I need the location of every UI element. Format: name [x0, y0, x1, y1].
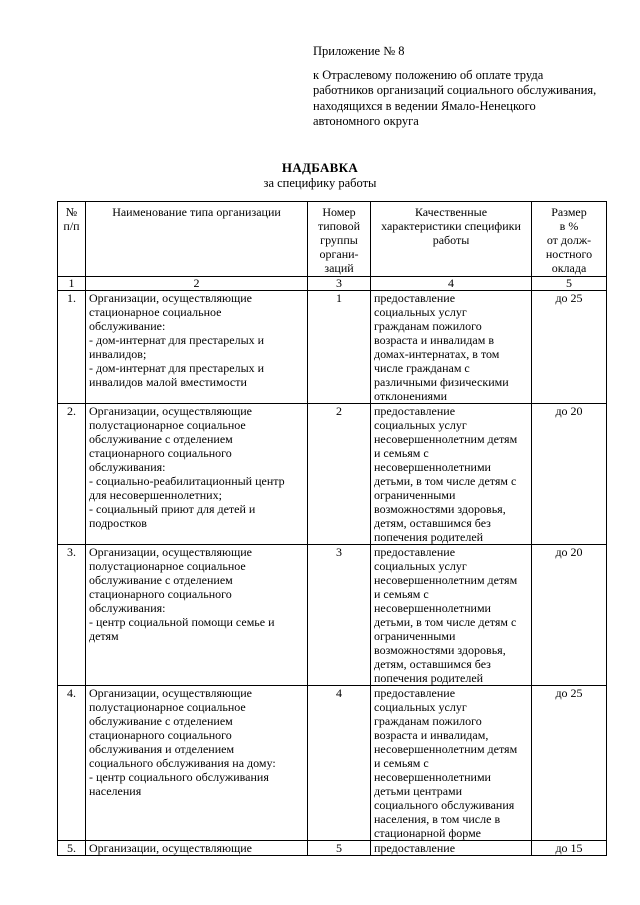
header-line: типовой [317, 219, 361, 233]
table-row [58, 404, 607, 545]
text-line: детям, оставшимся без [374, 657, 491, 671]
text-line: - дом-интернат для престарелых и [89, 333, 265, 347]
column-number: 3 [308, 277, 371, 291]
header-line: ностного [545, 247, 593, 261]
text-line: возможностями здоровья, [374, 502, 506, 516]
text-line: различными физическими [374, 375, 509, 389]
text-line: социальных услуг [374, 418, 467, 432]
text-line: гражданам пожилого [374, 714, 482, 728]
text-line: домах-интернатах, в том [374, 347, 500, 361]
table-row [58, 686, 607, 841]
header-line: в % [559, 219, 579, 233]
header-line: оклада [551, 261, 587, 275]
heading-subtitle: за специфику работы [263, 176, 377, 190]
text-line: обслуживания и отделением [89, 742, 235, 756]
row-number: 2. [58, 404, 86, 545]
row-number: 5. [58, 841, 86, 856]
column-number: 1 [58, 277, 86, 291]
allowance-size: до 20 [532, 404, 607, 545]
text-line: Организации, осуществляющие [89, 404, 252, 418]
text-line: социальных услуг [374, 305, 467, 319]
text-line: предоставление [374, 545, 456, 559]
organization-type [86, 404, 308, 545]
header-line: группы [320, 233, 358, 247]
text-line: несовершеннолетними [374, 601, 491, 615]
text-line: обслуживание: [89, 319, 166, 333]
organization-type [86, 291, 308, 404]
text-line: детям [89, 629, 119, 643]
header-name [86, 202, 308, 277]
text-line: гражданам пожилого [374, 319, 482, 333]
text-line: стационарного социального [89, 728, 232, 742]
appendix-line: автономного округа [313, 114, 419, 128]
appendix-line: к Отраслевому положению об оплате труда [313, 67, 544, 82]
text-line: несовершеннолетним детям [374, 432, 518, 446]
text-line: Организации, осуществляющие [89, 545, 252, 559]
row-number: 1. [58, 291, 86, 404]
document-heading [0, 160, 640, 191]
allowance-table [57, 201, 607, 856]
appendix-line: находящихся в ведении Ямало-Ненецкого [313, 98, 536, 113]
column-number-row [58, 277, 607, 291]
header-line: п/п [63, 219, 80, 233]
text-line: для несовершеннолетних; [89, 488, 222, 502]
header-line: работы [432, 233, 470, 247]
row-number: 4. [58, 686, 86, 841]
text-line: предоставление [374, 686, 456, 700]
table-header-row [58, 202, 607, 277]
header-line: Номер [322, 205, 356, 219]
text-line: детьми центрами [374, 784, 463, 798]
work-characteristics [371, 841, 532, 856]
text-line: - социально-реабилитационный центр [89, 474, 285, 488]
text-line: Организации, осуществляющие [89, 841, 252, 855]
allowance-size: до 20 [532, 545, 607, 686]
header-line: органи- [319, 247, 359, 261]
organization-type [86, 545, 308, 686]
text-line: социального обслуживания [374, 798, 515, 812]
table-row [58, 291, 607, 404]
text-line: полустационарное социальное [89, 559, 246, 573]
row-number: 3. [58, 545, 86, 686]
text-line: населения [89, 784, 142, 798]
text-line: инвалидов; [89, 347, 147, 361]
text-line: подростков [89, 516, 147, 530]
appendix-number: Приложение № 8 [313, 44, 405, 58]
appendix-line: работников организаций социального обслуживания, [313, 83, 597, 97]
text-line: - центр социального обслуживания [89, 770, 269, 784]
allowance-size: до 25 [532, 291, 607, 404]
text-line: попечения родителей [374, 671, 484, 685]
text-line: и семьям с [374, 587, 429, 601]
appendix-reference [313, 68, 613, 130]
text-line: стационарного социального [89, 587, 232, 601]
header-line: характеристики специфики [381, 219, 521, 233]
appendix-block [313, 44, 613, 130]
header-line: заций [324, 261, 354, 275]
text-line: ограниченными [374, 629, 456, 643]
text-line: обслуживание с отделением [89, 573, 233, 587]
text-line: стационарное социальное [89, 305, 222, 319]
text-line: социальных услуг [374, 559, 467, 573]
allowance-size: до 25 [532, 686, 607, 841]
text-line: попечения родителей [374, 530, 484, 544]
text-line: несовершеннолетним детям [374, 742, 518, 756]
text-line: детям, оставшимся без [374, 516, 491, 530]
text-line: детьми, в том числе детям с [374, 474, 517, 488]
text-line: обслуживания: [89, 460, 166, 474]
text-line: населения, в том числе в [374, 812, 501, 826]
text-line: Организации, осуществляющие [89, 291, 252, 305]
header-line: Наименование типа организации [112, 205, 281, 219]
text-line: обслуживание с отделением [89, 432, 233, 446]
work-characteristics [371, 545, 532, 686]
text-line: возможностями здоровья, [374, 643, 506, 657]
group-number: 1 [308, 291, 371, 404]
column-number: 4 [371, 277, 532, 291]
text-line: обслуживания: [89, 601, 166, 615]
table-row [58, 841, 607, 856]
text-line: - дом-интернат для престарелых и [89, 361, 265, 375]
text-line: возраста и инвалидам в [374, 333, 494, 347]
text-line: возраста и инвалидам, [374, 728, 489, 742]
text-line: стационарного социального [89, 446, 232, 460]
text-line: социальных услуг [374, 700, 467, 714]
header-line: № [65, 205, 78, 219]
text-line: инвалидов малой вместимости [89, 375, 247, 389]
group-number: 2 [308, 404, 371, 545]
header-size [532, 202, 607, 277]
group-number: 4 [308, 686, 371, 841]
text-line: стационарной форме [374, 826, 481, 840]
text-line: предоставление [374, 841, 456, 855]
header-no [58, 202, 86, 277]
text-line: - центр социальной помощи семье и [89, 615, 275, 629]
text-line: несовершеннолетним детям [374, 573, 518, 587]
text-line: детьми, в том числе детям с [374, 615, 517, 629]
text-line: обслуживание с отделением [89, 714, 233, 728]
work-characteristics [371, 686, 532, 841]
text-line: и семьям с [374, 756, 429, 770]
work-characteristics [371, 291, 532, 404]
header-line: Размер [551, 205, 587, 219]
text-line: ограниченными [374, 488, 456, 502]
text-line: полустационарное социальное [89, 700, 246, 714]
text-line: несовершеннолетними [374, 770, 491, 784]
text-line: предоставление [374, 404, 456, 418]
text-line: несовершеннолетними [374, 460, 491, 474]
text-line: - социальный приют для детей и [89, 502, 256, 516]
group-number: 5 [308, 841, 371, 856]
text-line: и семьям с [374, 446, 429, 460]
table-row [58, 545, 607, 686]
header-characteristics [371, 202, 532, 277]
organization-type [86, 841, 308, 856]
header-line: Качественные [414, 205, 488, 219]
text-line: отклонениями [374, 389, 448, 403]
header-group [308, 202, 371, 277]
work-characteristics [371, 404, 532, 545]
header-line: от долж- [546, 233, 592, 247]
text-line: полустационарное социальное [89, 418, 246, 432]
organization-type [86, 686, 308, 841]
allowance-size: до 15 [532, 841, 607, 856]
group-number: 3 [308, 545, 371, 686]
heading-title: НАДБАВКА [281, 160, 359, 175]
column-number: 2 [86, 277, 308, 291]
column-number: 5 [532, 277, 607, 291]
text-line: Организации, осуществляющие [89, 686, 252, 700]
text-line: числе гражданам с [374, 361, 470, 375]
text-line: социального обслуживания на дому: [89, 756, 276, 770]
text-line: предоставление [374, 291, 456, 305]
